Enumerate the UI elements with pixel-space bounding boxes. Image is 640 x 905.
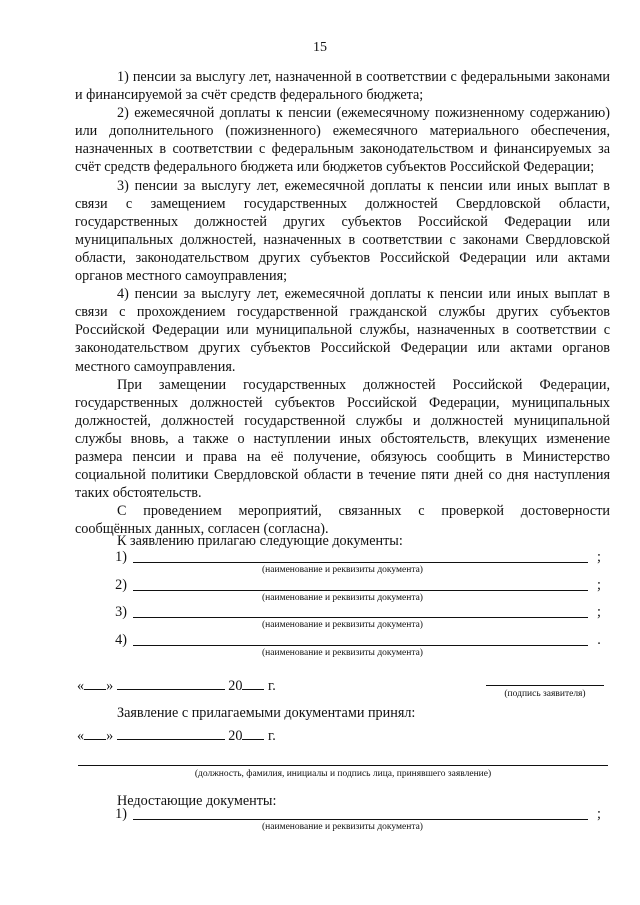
body-text [75,68,610,538]
paragraph-1: 1) пенсии за выслугу лет, назначенной в соответствии с федеральными законами и финансируемой за счёт средств федерального бюджета; [75,69,610,104]
missing-document-input-line[interactable] [133,806,588,820]
attachment-end-mark: ; [597,604,601,620]
year-input-line[interactable] [242,727,264,740]
paragraph-3: 3) пенсии за выслугу лет, ежемесячной доплаты к пенсии или иных выплат в связи с замещением государственных должностей Свердловской области, государственных должностей других субъектов Российской Федерации или муниципальных должностей, назначенных в соответствии с законами Свердловской области, законодательством других субъектов Российской Федерации или актами органов местного самоуправления; [75,177,610,285]
missing-documents-heading: Недостающие документы: [117,793,277,809]
attachment-input-line[interactable] [133,604,588,618]
paragraph-6: С проведением мероприятий, связанных с проверкой достоверности сообщённых данных, согласен (согласна). [75,503,610,538]
day-input-line[interactable] [84,677,106,690]
attachment-end-mark: . [597,632,601,648]
paragraph-5: При замещении государственных должностей Российской Федерации, государственных должностей субъектов Российской Федерации, муниципальных должностей, должностей государственной службы и должностей муниципальной службы вновь, а также о наступлении иных обстоятельств, влекущих изменение размера пенсии и права на её получение, обязуюсь сообщить в Министерство социальной политики Свердловской области в течение пяти дней со дня наступления таких обстоятельств. [75,376,610,502]
page-number: 15 [313,40,327,55]
missing-document-row-1 [75,805,610,823]
missing-document-end-mark: ; [597,806,601,822]
official-caption: (должность, фамилия, инициалы и подпись лица, принявшего заявление) [194,769,492,779]
quote-close: » [106,728,114,744]
attachment-caption: (наименование и реквизиты документа) [262,565,423,575]
attachment-input-line[interactable] [133,577,588,591]
application-date [77,677,276,695]
official-signature-line[interactable] [78,765,608,766]
attachment-input-line[interactable] [133,632,588,646]
quote-open: « [77,728,85,744]
attachment-input-line[interactable] [133,549,588,563]
year-suffix: г. [268,678,276,694]
attachment-row-1 [75,548,610,566]
acceptance-date [77,727,276,745]
attachment-number: 4) [115,632,127,648]
year-prefix: 20 [228,728,243,744]
attachment-end-mark: ; [597,577,601,593]
month-input-line[interactable] [117,677,225,690]
year-input-line[interactable] [242,677,264,690]
attachment-row-2 [75,576,610,594]
missing-document-caption: (наименование и реквизиты документа) [262,822,423,832]
attachment-end-mark: ; [597,549,601,565]
quote-open: « [77,678,85,694]
paragraph-4: 4) пенсии за выслугу лет, ежемесячной доплаты к пенсии или иных выплат в связи с прохождением государственной гражданской службы других субъектов Российской Федерации или муниципальной службы, назначенных в соответствии с законодательством других субъектов Российской Федерации или актами органов местного самоуправления. [75,286,610,375]
day-input-line[interactable] [84,727,106,740]
paragraph-2: 2) ежемесячной доплаты к пенсии (ежемесячному пожизненному содержанию) или дополнительного (пожизненного) ежемесячного материального обеспечения, назначенных в соответствии с федеральным законодательством и финансируемых за счёт средств федерального бюджета или бюджетов субъектов Российской Федерации; [75,105,610,176]
applicant-signature-line[interactable] [486,685,604,686]
month-input-line[interactable] [117,727,225,740]
attachment-number: 3) [115,604,127,620]
attachment-caption: (наименование и реквизиты документа) [262,620,423,630]
attachment-caption: (наименование и реквизиты документа) [262,648,423,658]
attachment-caption: (наименование и реквизиты документа) [262,593,423,603]
quote-close: » [106,678,114,694]
attachment-number: 2) [115,577,127,593]
attachment-row-3 [75,603,610,621]
accepted-heading: Заявление с прилагаемыми документами принял: [117,705,416,721]
attachment-number: 1) [115,549,127,565]
year-prefix: 20 [228,678,243,694]
year-suffix: г. [268,728,276,744]
missing-document-number: 1) [115,806,127,822]
attachment-row-4 [75,631,610,649]
attachments-heading: К заявлению прилагаю следующие документы: [117,533,403,549]
applicant-signature-caption: (подпись заявителя) [504,689,586,699]
